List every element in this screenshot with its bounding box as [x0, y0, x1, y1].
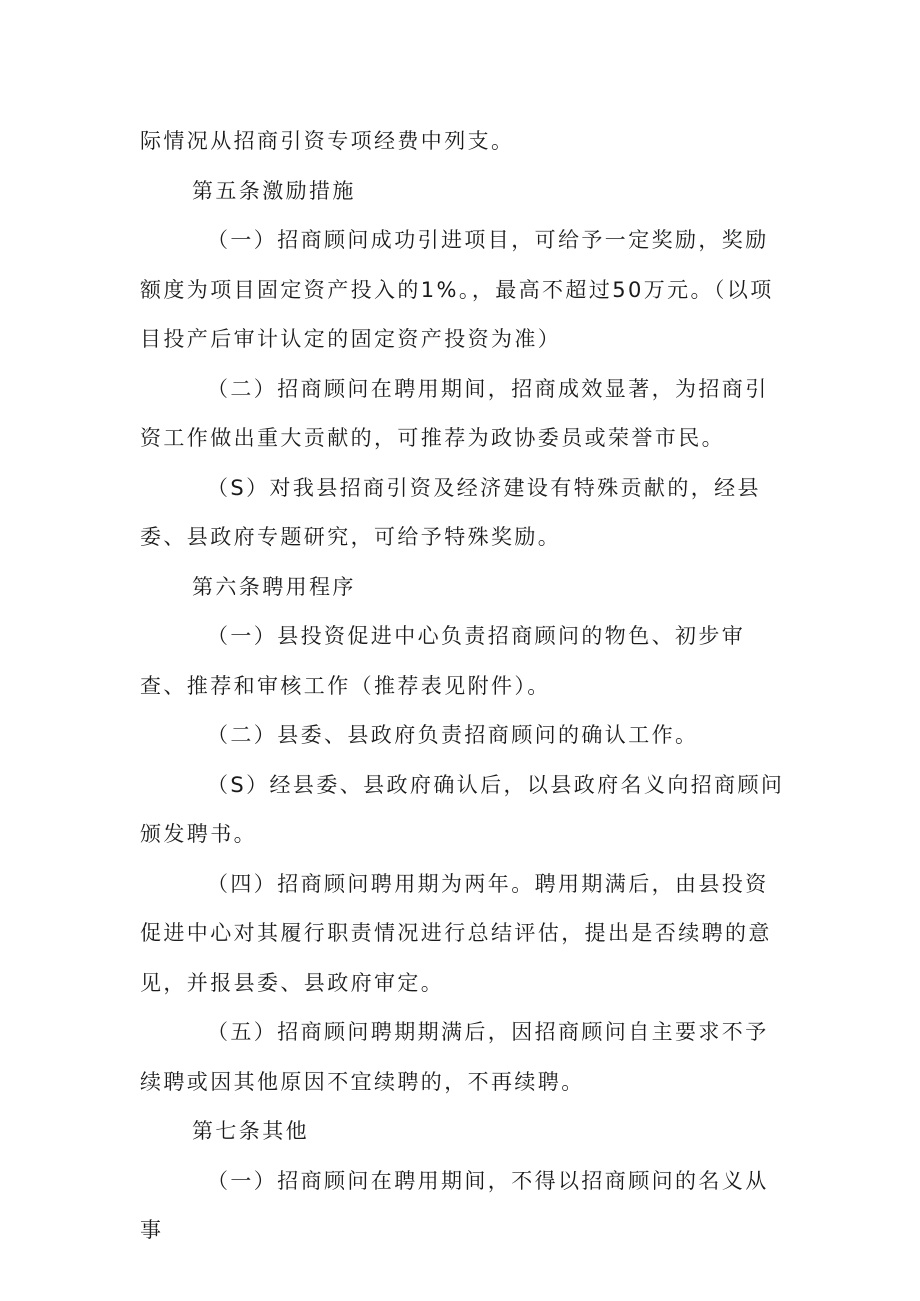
paragraph-5-2: （二）招商顾问在聘用期间，招商成效显著，为招商引资工作做出重大贡献的，可推荐为政协委员或荣誉市民。	[140, 376, 769, 450]
paragraph-6-5: （五）招商顾问聘期期满后，因招商顾问自主要求不予续聘或因其他原因不宜续聘的，不再续聘。	[140, 1020, 769, 1094]
paragraph-5-3: （S）对我县招商引资及经济建设有特殊贡献的，经县委、县政府专题研究，可给予特殊奖励。	[140, 475, 761, 549]
section-heading-7: 第七条其他	[192, 1119, 309, 1143]
paragraph-6-4: （四）招商顾问聘用期为两年。聘用期满后，由县投资促进中心对其履行职责情况进行总结评估，提出是否续聘的意见，并报县委、县政府审定。	[140, 871, 772, 995]
paragraph-6-3: （S）经县委、县政府确认后，以县政府名义向招商顾问颁发聘书。	[140, 772, 785, 846]
paragraph-continuation: 际情况从招商引资专项经费中列支。	[140, 129, 515, 153]
paragraph-7-1: （一）招商顾问在聘用期间，不得以招商顾问的名义从事	[140, 1168, 769, 1242]
section-heading-5: 第五条激励措施	[192, 178, 356, 203]
paragraph-5-1: （一）招商顾问成功引进项目，可给予一定奖励，奖励额度为项目固定资产投入的1%。，最高不超过50万元。（以项目投产后审计认定的固定资产投资为准）	[140, 228, 774, 351]
paragraph-6-1: （一）县投资促进中心负责招商顾问的物色、初步审查、推荐和审核工作（推荐表见附件）。	[140, 624, 746, 698]
section-heading-6: 第六条聘用程序	[192, 574, 356, 599]
paragraph-6-2: （二）县委、县政府负责招商顾问的确认工作。	[207, 723, 699, 747]
document-body	[140, 117, 790, 1256]
